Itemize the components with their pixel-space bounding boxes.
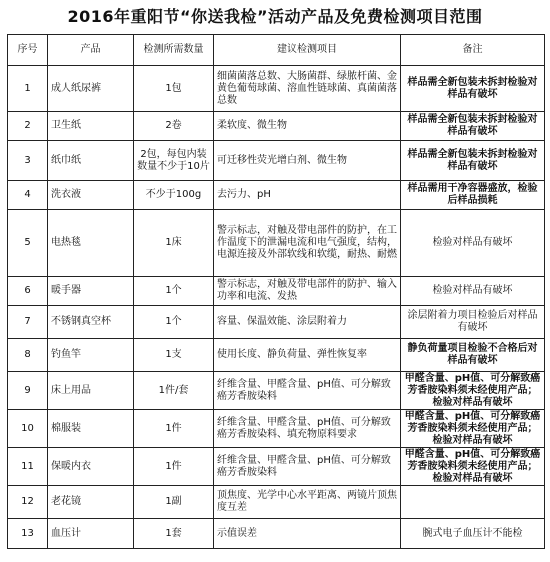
test-items: 纤维含量、甲醛含量、pH值、可分解致癌芳香胺染料、填充物原料要求: [214, 410, 401, 448]
table-row: [8, 486, 545, 519]
row-number: 7: [8, 306, 48, 339]
row-notes: 甲醛含量、pH值、可分解致癌芳香胺染料须未经使用产品；检验对样品有破坏: [401, 410, 545, 448]
table-row: [8, 112, 545, 141]
row-notes: [401, 486, 545, 519]
table-row: [8, 339, 545, 372]
sample-quantity: 1副: [134, 486, 214, 519]
product-name: 床上用品: [48, 372, 134, 410]
test-items: 去污力、pH: [214, 181, 401, 210]
inspection-table: [7, 34, 545, 549]
test-items: 使用长度、静负荷量、弹性恢复率: [214, 339, 401, 372]
product-name: 血压计: [48, 519, 134, 549]
product-name: 暖手器: [48, 277, 134, 306]
row-number: 5: [8, 210, 48, 277]
sample-quantity: 1套: [134, 519, 214, 549]
table-row: [8, 448, 545, 486]
test-items: 纤维含量、甲醛含量、pH值、可分解致癌芳香胺染料: [214, 448, 401, 486]
sample-quantity: 1件/套: [134, 372, 214, 410]
product-name: 纸巾纸: [48, 141, 134, 181]
row-notes: 甲醛含量、pH值、可分解致癌芳香胺染料须未经使用产品；检验对样品有破坏: [401, 372, 545, 410]
row-number: 12: [8, 486, 48, 519]
table-row: [8, 410, 545, 448]
test-items: 示值误差: [214, 519, 401, 549]
table-row: [8, 519, 545, 549]
row-notes: 静负荷量项目检验不合格后对样品有破坏: [401, 339, 545, 372]
test-items: 纤维含量、甲醛含量、pH值、可分解致癌芳香胺染料: [214, 372, 401, 410]
test-items: 警示标志，对触及带电部件的防护、输入功率和电流、发热: [214, 277, 401, 306]
product-name: 不锈钢真空杯: [48, 306, 134, 339]
row-notes: 检验对样品有破坏: [401, 277, 545, 306]
product-name: 老花镜: [48, 486, 134, 519]
header-product: 产品: [48, 35, 134, 66]
table-body: [8, 66, 545, 549]
sample-quantity: 1个: [134, 277, 214, 306]
test-items: 可迁移性荧光增白剂、微生物: [214, 141, 401, 181]
page-title: 2016年重阳节“你送我检”活动产品及免费检测项目范围: [67, 7, 483, 26]
row-number: 11: [8, 448, 48, 486]
table-row: [8, 372, 545, 410]
product-name: 电热毯: [48, 210, 134, 277]
table-row: [8, 277, 545, 306]
test-items: 细菌菌落总数、大肠菌群、绿脓杆菌、金黄色葡萄球菌、溶血性链球菌、真菌菌落总数: [214, 66, 401, 112]
table-row: [8, 306, 545, 339]
header-notes: 备注: [401, 35, 545, 66]
row-number: 6: [8, 277, 48, 306]
sample-quantity: 1个: [134, 306, 214, 339]
product-name: 棉服装: [48, 410, 134, 448]
row-notes: 样品需全新包装未拆封检验对样品有破坏: [401, 112, 545, 141]
header-items: 建议检测项目: [214, 35, 401, 66]
header-no: 序号: [8, 35, 48, 66]
product-name: 卫生纸: [48, 112, 134, 141]
sample-quantity: 1件: [134, 410, 214, 448]
table-row: [8, 141, 545, 181]
product-name: 钓鱼竿: [48, 339, 134, 372]
header-qty: 检测所需数量: [134, 35, 214, 66]
row-number: 8: [8, 339, 48, 372]
table-row: [8, 181, 545, 210]
row-number: 2: [8, 112, 48, 141]
row-number: 9: [8, 372, 48, 410]
test-items: 警示标志，对触及带电部件的防护，在工作温度下的泄漏电流和电气强度，结构，电源连接及外部软线和软缆，耐热、耐燃: [214, 210, 401, 277]
row-notes: 涂层附着力项目检验后对样品有破坏: [401, 306, 545, 339]
header-row: [8, 35, 545, 66]
test-items: 顶焦度、光学中心水平距离、两镜片顶焦度互差: [214, 486, 401, 519]
sample-quantity: 2卷: [134, 112, 214, 141]
test-items: 柔软度、微生物: [214, 112, 401, 141]
row-number: 4: [8, 181, 48, 210]
row-notes: 样品需用干净容器盛放，检验后样品损耗: [401, 181, 545, 210]
sample-quantity: 1床: [134, 210, 214, 277]
row-number: 10: [8, 410, 48, 448]
table-row: [8, 210, 545, 277]
sample-quantity: 1支: [134, 339, 214, 372]
sample-quantity: 1包: [134, 66, 214, 112]
row-notes: 样品需全新包装未拆封检验对样品有破坏: [401, 141, 545, 181]
row-notes: 样品需全新包装未拆封检验对样品有破坏: [401, 66, 545, 112]
product-name: 保暖内衣: [48, 448, 134, 486]
row-number: 1: [8, 66, 48, 112]
product-name: 洗衣液: [48, 181, 134, 210]
row-notes: 腕式电子血压计不能检: [401, 519, 545, 549]
product-name: 成人纸尿裤: [48, 66, 134, 112]
row-number: 13: [8, 519, 48, 549]
row-number: 3: [8, 141, 48, 181]
row-notes: 甲醛含量、pH值、可分解致癌芳香胺染料须未经使用产品；检验对样品有破坏: [401, 448, 545, 486]
sample-quantity: 不少于100g: [134, 181, 214, 210]
sample-quantity: 1件: [134, 448, 214, 486]
test-items: 容量、保温效能、涂层附着力: [214, 306, 401, 339]
sample-quantity: 2包，每包内装数量不少于10片: [134, 141, 214, 181]
row-notes: 检验对样品有破坏: [401, 210, 545, 277]
table-row: [8, 66, 545, 112]
